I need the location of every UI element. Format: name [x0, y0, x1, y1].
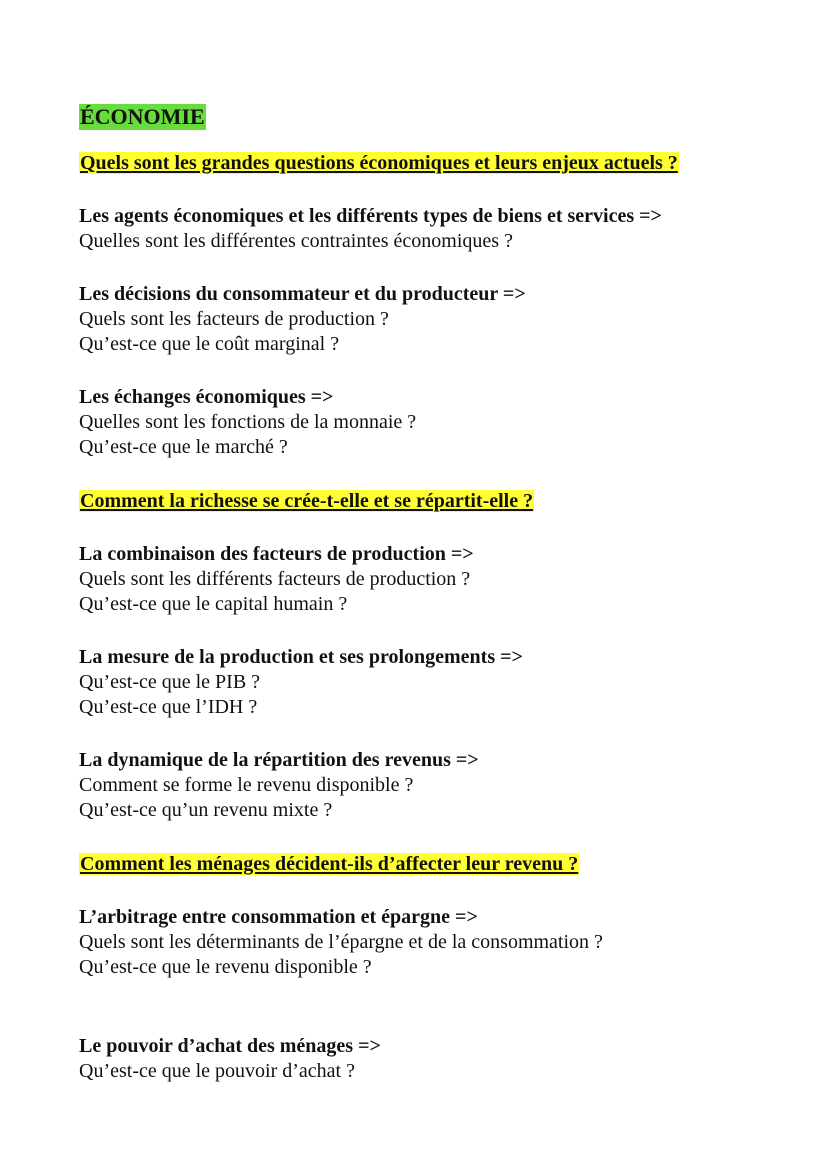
section-1-heading-wrap: [79, 152, 788, 174]
topic-1-3: [79, 384, 788, 461]
section-heading: Quels sont les grandes questions économiques et leurs enjeux actuels ?: [80, 152, 678, 174]
topic-title: Le pouvoir d’achat des ménages =>: [79, 1034, 381, 1057]
question: Comment se forme le revenu disponible ?: [79, 773, 414, 796]
question: Quels sont les déterminants de l’épargne et de la consommation ?: [79, 930, 603, 953]
question: Quels sont les facteurs de production ?: [79, 307, 389, 330]
section-heading: Comment la richesse se crée-t-elle et se répartit-elle ?: [80, 489, 534, 512]
question: Qu’est-ce qu’un revenu mixte ?: [79, 799, 333, 821]
question: Quelles sont les fonctions de la monnaie ?: [79, 410, 417, 433]
topic-3-2: [79, 1033, 788, 1085]
question: Qu’est-ce que le coût marginal ?: [79, 333, 340, 355]
section-heading: Comment les ménages décident-ils d’affecter leur revenu ?: [80, 852, 579, 875]
section-2: [79, 490, 788, 824]
section-1: [79, 152, 788, 461]
question: Qu’est-ce que l’IDH ?: [79, 696, 258, 718]
topic-1-1: [79, 203, 788, 255]
question: Qu’est-ce que le revenu disponible ?: [79, 956, 372, 978]
topic-title: La mesure de la production et ses prolongements =>: [79, 645, 523, 668]
question: Qu’est-ce que le PIB ?: [79, 670, 261, 693]
topic-title: Les échanges économiques =>: [79, 385, 334, 408]
question: Quelles sont les différentes contraintes économiques ?: [79, 230, 513, 252]
question: Qu’est-ce que le marché ?: [79, 436, 288, 458]
topic-3-1: [79, 904, 788, 981]
question: Quels sont les différents facteurs de production ?: [79, 567, 471, 590]
section-3: [79, 853, 788, 1085]
topic-2-2: [79, 644, 788, 721]
question: Qu’est-ce que le capital humain ?: [79, 593, 348, 615]
topic-title: Les décisions du consommateur et du producteur =>: [79, 282, 526, 305]
topic-2-3: [79, 747, 788, 824]
topic-title: La combinaison des facteurs de production =>: [79, 542, 474, 565]
document-title: ÉCONOMIE: [80, 104, 205, 129]
topic-title: Les agents économiques et les différents types de biens et services =>: [79, 205, 662, 227]
topic-2-1: [79, 541, 788, 618]
section-2-heading-wrap: [79, 490, 788, 512]
question: Qu’est-ce que le pouvoir d’achat ?: [79, 1059, 355, 1082]
topic-title: La dynamique de la répartition des revenus =>: [79, 748, 479, 771]
title-wrap: [79, 104, 788, 130]
topic-1-2: [79, 281, 788, 358]
section-3-heading-wrap: [79, 853, 788, 875]
topic-title: L’arbitrage entre consommation et épargne =>: [79, 905, 478, 928]
